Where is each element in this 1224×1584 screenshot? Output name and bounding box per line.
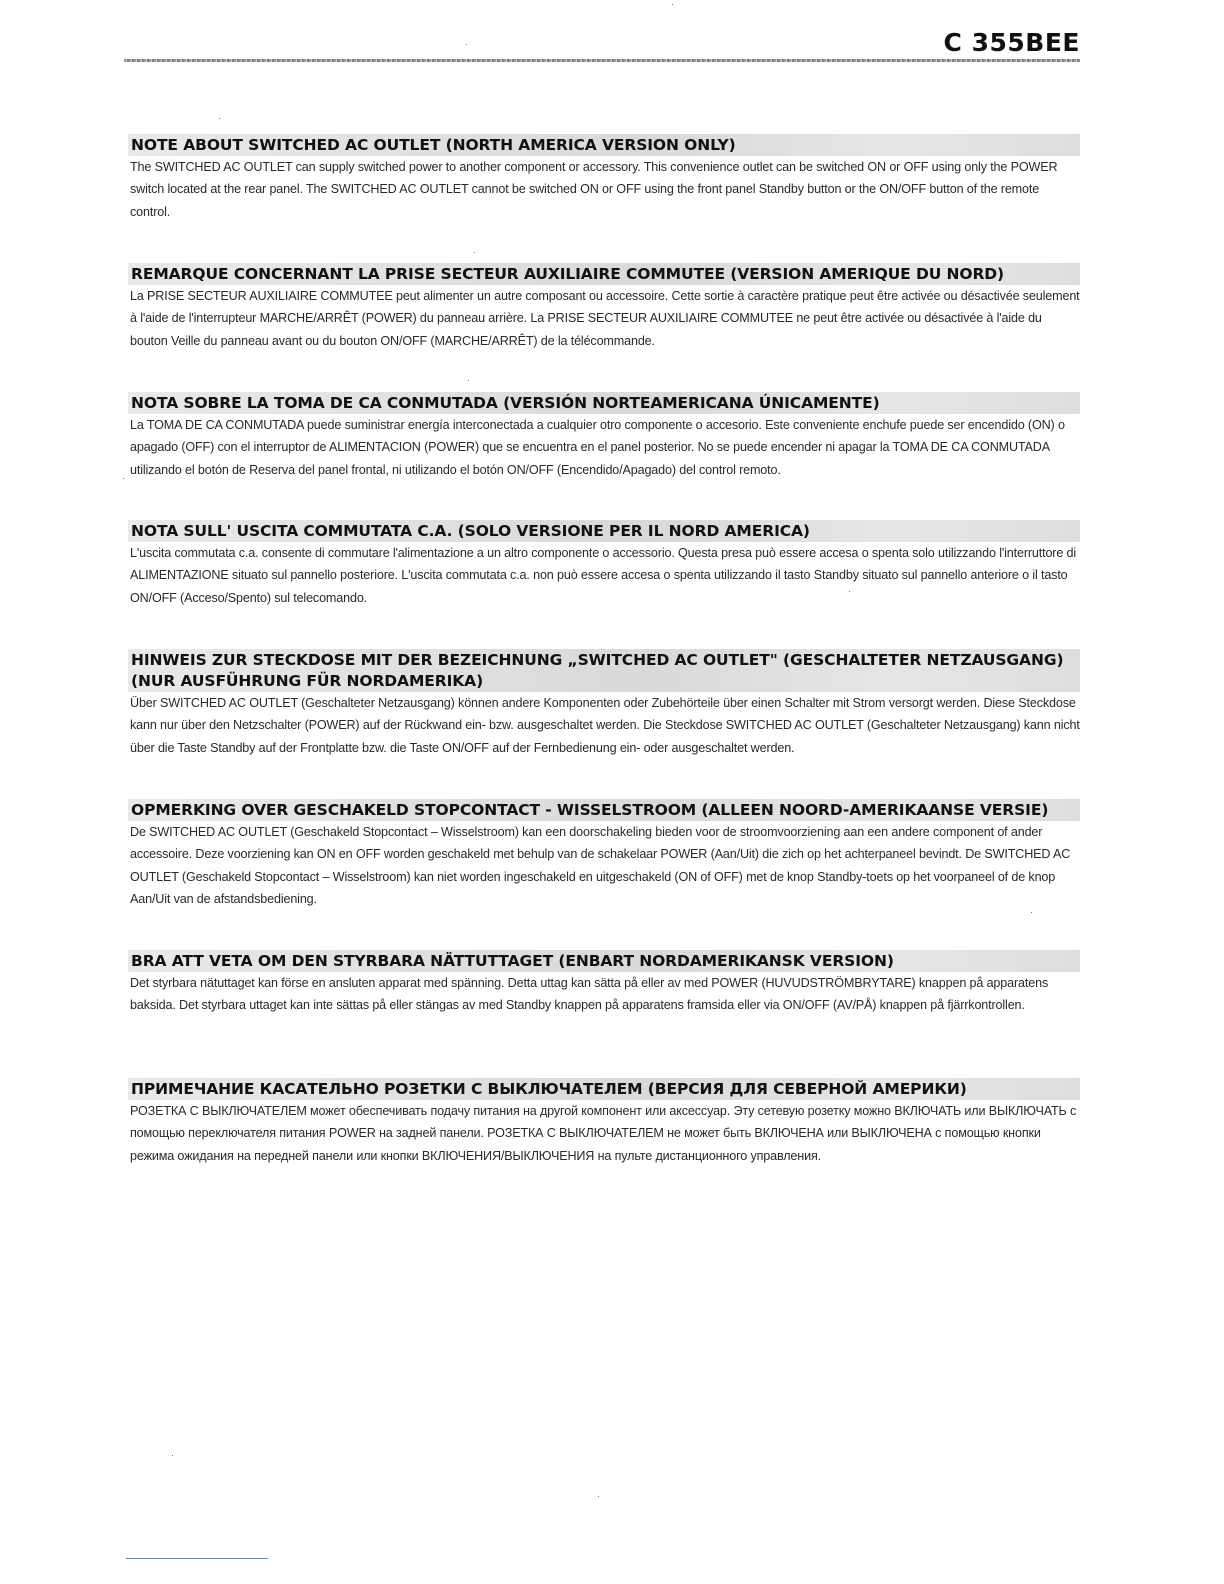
scan-speck [466, 44, 467, 45]
section-body: La TOMA DE CA CONMUTADA puede suministrar energía interconectada a cualquier otro componente o accesorio. Este conveniente enchufe puede ser encendido (ON) o apagado (OFF) con el interruptor de ALIMENTACION (POWER) que se encuentra en el panel posterior. No se puede encender ni apagar la TOMA DE CA CONMUTADA utilizando el botón de Reserva del panel frontal, ni utilizando el botón ON/OFF (Encendido/Apagado) del control remoto. [130, 418, 1065, 477]
section-russian [128, 1078, 1080, 1167]
section-body: Det styrbara nätuttaget kan förse en ansluten apparat med spänning. Detta uttag kan sätta på eller av med POWER (HUVUDSTRÖMBRYTARE) knappen på apparatens baksida. Det styrbara uttaget kan inte sättas på eller stängas av med Standby knappen på apparatens framsida eller via ON/OFF (AV/PÅ) knappen på fjärrkontrollen. [130, 976, 1049, 1013]
section-heading: HINWEIS ZUR STECKDOSE MIT DER BEZEICHNUNG „SWITCHED AC OUTLET" (GESCHALTETER NETZAUSGANG) (NUR AUSFÜHRUNG FÜR NORDAMERIKA) [128, 649, 1080, 692]
section-heading: OPMERKING OVER GESCHAKELD STOPCONTACT - WISSELSTROOM (ALLEEN NOORD-AMERIKAANSE VERSIE) [128, 799, 1080, 821]
section-italian [128, 520, 1080, 609]
section-heading: NOTA SULL' USCITA COMMUTATA C.A. (SOLO VERSIONE PER IL NORD AMERICA) [128, 520, 1080, 542]
scan-speck [172, 1455, 173, 1456]
section-body: The SWITCHED AC OUTLET can supply switched power to another component or accessory. This convenience outlet can be switched ON or OFF using only the POWER switch located at the rear panel. The SWITCHED AC OUTLET cannot be switched ON or OFF using the front panel Standby button or the ON/OFF button of the remote control. [130, 160, 1058, 219]
page-header [124, 28, 1080, 64]
section-spanish [128, 392, 1080, 481]
model-number: C 355BEE [943, 28, 1080, 57]
section-body: РОЗЕТКА С ВЫКЛЮЧАТЕЛЕМ может обеспечивать подачу питания на другой компонент или аксессуар. Эту сетевую розетку можно ВКЛЮЧАТЬ или ВЫКЛЮЧАТЬ с помощью переключателя питания POWER на задней панели. РОЗЕТКА С ВЫКЛЮЧАТЕЛЕМ не может быть ВКЛЮЧЕНА или ВЫКЛЮЧЕНА с помощью кнопки режима ожидания на передней панели или кнопки ВКЛЮЧЕНИЯ/ВЫКЛЮЧЕНИЯ на пульте дистанционного управления. [130, 1104, 1077, 1163]
scan-speck [219, 118, 220, 119]
scan-speck [474, 252, 475, 253]
section-german [128, 649, 1080, 759]
section-heading: REMARQUE CONCERNANT LA PRISE SECTEUR AUXILIAIRE COMMUTEE (VERSION AMERIQUE DU NORD) [128, 263, 1080, 285]
section-heading: ПРИМЕЧАНИЕ КАСАТЕЛЬНО РОЗЕТКИ С ВЫКЛЮЧАТЕЛЕМ (ВЕРСИЯ ДЛЯ СЕВЕРНОЙ АМЕРИКИ) [128, 1078, 1080, 1100]
scan-speck [598, 1496, 599, 1497]
footer-rule [126, 1558, 268, 1559]
section-dutch [128, 799, 1080, 910]
section-heading: NOTE ABOUT SWITCHED AC OUTLET (NORTH AMERICA VERSION ONLY) [128, 134, 1080, 156]
scan-speck [468, 380, 469, 381]
section-english [128, 134, 1080, 223]
scan-speck [1031, 912, 1032, 913]
header-rule [124, 59, 1080, 62]
section-heading: BRA ATT VETA OM DEN STYRBARA NÄTTUTTAGET (ENBART NORDAMERIKANSK VERSION) [128, 950, 1080, 972]
scan-speck [672, 4, 673, 5]
section-body: Über SWITCHED AC OUTLET (Geschalteter Netzausgang) können andere Komponenten oder Zubehörteile über einen Schalter mit Strom versorgt werden. Diese Steckdose kann nur über den Netzschalter (POWER) auf der Rückwand ein- bzw. ausgeschaltet werden. Die Steckdose SWITCHED AC OUTLET (Geschalteter Netzausgang) kann nicht über die Taste Standby auf der Frontplatte bzw. die Taste ON/OFF auf der Fernbedienung ein- oder ausgeschaltet werden. [130, 696, 1080, 755]
section-french [128, 263, 1080, 352]
section-body: L'uscita commutata c.a. consente di commutare l'alimentazione a un altro componente o accessorio. Questa presa può essere accesa o spenta solo utilizzando l'interruttore di ALIMENTAZIONE situato sul pannello posteriore. L'uscita commutata c.a. non può essere accesa o spenta utilizzando il tasto Standby situato sul pannello anteriore o il tasto ON/OFF (Acceso/Spento) sul telecomando. [130, 546, 1077, 605]
section-body: La PRISE SECTEUR AUXILIAIRE COMMUTEE peut alimenter un autre composant ou accessoire. Cette sortie à caractère pratique peut être activée ou désactivée seulement à l'aide de l'interrupteur MARCHE/ARRÊT (POWER) du panneau arrière. La PRISE SECTEUR AUXILIAIRE COMMUTEE ne peut être activée ou désactivée à l'aide du bouton Veille du panneau avant ou du bouton ON/OFF (MARCHE/ARRÊT) de la télécommande. [130, 289, 1080, 348]
scan-speck [123, 478, 124, 479]
section-heading: NOTA SOBRE LA TOMA DE CA CONMUTADA (VERSIÓN NORTEAMERICANA ÚNICAMENTE) [128, 392, 1080, 414]
scan-speck [849, 591, 850, 592]
section-body: De SWITCHED AC OUTLET (Geschakeld Stopcontact – Wisselstroom) kan een doorschakeling bieden voor de stroomvoorziening aan een andere component of ander accessoire. Deze voorziening kan ON en OFF worden geschakeld met behulp van de schakelaar POWER (Aan/Uit) die zich op het achterpaneel bevindt. De SWITCHED AC OUTLET (Geschakeld Stopcontact – Wisselstroom) kan niet worden ingeschakeld en uitgeschakeld (ON of OFF) met de knop Standby-toets op het voorpaneel of de knop Aan/Uit van de afstandsbediening. [130, 825, 1071, 906]
section-swedish [128, 950, 1080, 1017]
